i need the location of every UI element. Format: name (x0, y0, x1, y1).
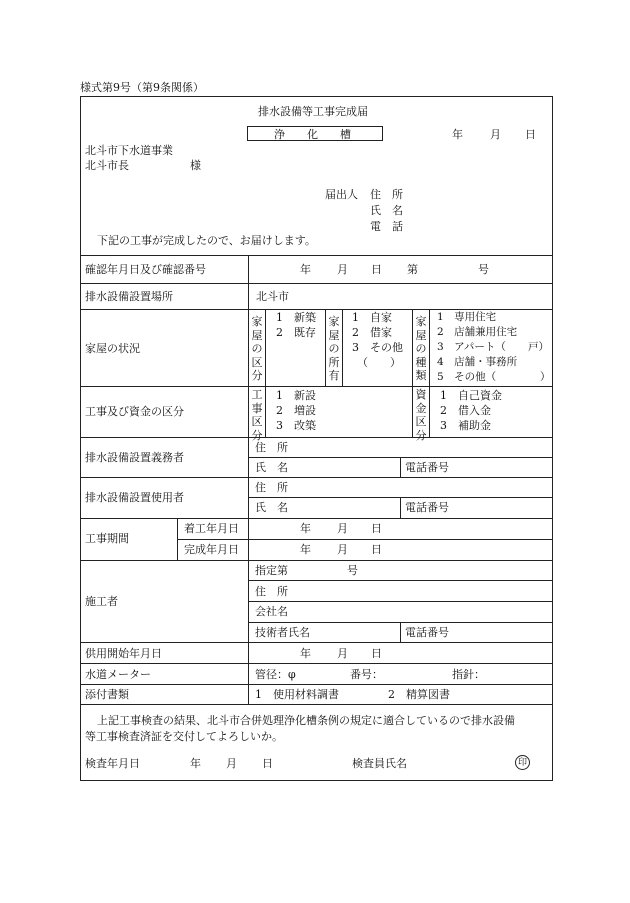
recipient-honorific: 様 (190, 159, 201, 172)
confirmation-day: 日 (371, 263, 382, 276)
cell-divider (265, 386, 266, 437)
house-shurui-option: 1 専用住宅 (437, 311, 497, 323)
period-start-year: 年 (300, 522, 311, 535)
contractor-address-label: 住 所 (255, 585, 288, 598)
user-label: 排水設備設置使用者 (85, 491, 184, 504)
construction-koji-label: 工事区分 (251, 388, 263, 442)
inspection-year: 年 (190, 757, 201, 770)
inspection-text-line2: 等工事検査済証を交付してよろしいか。 (85, 730, 283, 743)
period-end-label: 完成年月日 (184, 543, 239, 556)
construction-shikin-option: 3 補助金 (440, 419, 491, 432)
house-shurui-option: 5 その他（ (437, 371, 497, 383)
contractor-company-label: 会社名 (255, 605, 288, 618)
period-start-day: 日 (371, 522, 382, 535)
recipient-line1: 北斗市下水道事業 (85, 144, 173, 157)
contractor-phone-label: 電話番号 (405, 626, 449, 639)
column-divider (248, 255, 249, 704)
construction-koji-option: 3 改築 (276, 419, 316, 432)
row-line (248, 580, 553, 581)
house-shoyu-option: 1 自家 (352, 311, 392, 324)
row-line (80, 704, 553, 705)
cell-divider (400, 497, 401, 518)
row-line (80, 477, 553, 478)
applicant-label: 届出人 (325, 188, 358, 201)
obligor-phone-label: 電話番号 (405, 461, 449, 474)
row-line (80, 642, 553, 643)
meter-number-label: 番号： (350, 668, 383, 681)
column-divider (177, 518, 178, 560)
cell-divider (400, 457, 401, 477)
construction-koji-option: 1 新設 (276, 389, 316, 402)
house-shoyu-label: 家屋の所有 (328, 315, 340, 382)
date-month-label: 月 (490, 128, 501, 141)
cell-divider (429, 309, 430, 386)
service-start-month: 月 (337, 647, 348, 660)
house-shurui-option: 2 店舗兼用住宅 (437, 326, 518, 338)
confirmation-month: 月 (337, 263, 348, 276)
applicant-name: 氏 名 (370, 204, 403, 217)
row-line (80, 283, 553, 284)
house-shoyu-option: （ ） (357, 356, 401, 369)
house-shurui-label: 家屋の種類 (415, 315, 427, 382)
period-end-day: 日 (371, 543, 382, 556)
house-shurui-option: 戸） (528, 341, 549, 353)
row-line (80, 684, 553, 685)
confirmation-no-suffix: 号 (478, 263, 489, 276)
obligor-name-label: 氏 名 (255, 461, 288, 474)
user-address-label: 住 所 (255, 481, 288, 494)
house-kubun-label: 家屋の区分 (251, 315, 263, 382)
user-phone-label: 電話番号 (405, 501, 449, 514)
period-start-label: 着工年月日 (184, 522, 239, 535)
row-line (80, 309, 553, 310)
contractor-engineer-label: 技術者氏名 (255, 626, 310, 639)
cell-divider (400, 622, 401, 642)
form-number: 様式第9号（第9条関係） (80, 81, 204, 94)
confirmation-year: 年 (300, 263, 311, 276)
house-label: 家屋の状況 (85, 342, 140, 355)
construction-koji-option: 2 増設 (276, 404, 316, 417)
location-label: 排水設備設置場所 (85, 290, 173, 303)
contractor-designation-prefix: 指定第 (255, 564, 288, 577)
house-kubun-option: 2 既存 (276, 326, 316, 339)
date-year-label: 年 (452, 128, 463, 141)
confirmation-label: 確認年月日及び確認番号 (85, 263, 206, 276)
attachments-item2: 2 精算図書 (388, 688, 450, 701)
form-title: 排水設備等工事完成届 (258, 105, 368, 118)
contractor-label: 施工者 (85, 595, 118, 608)
inspection-month: 月 (226, 757, 237, 770)
construction-label: 工事及び資金の区分 (85, 405, 184, 418)
inspection-text-line1: 上記工事検査の結果、北斗市合併処理浄化槽条例の規定に適合しているので排水設備 (97, 714, 515, 727)
period-end-month: 月 (337, 543, 348, 556)
construction-shikin-label: 資金区分 (415, 388, 427, 442)
row-line (177, 539, 553, 540)
service-start-year: 年 (300, 647, 311, 660)
user-name-label: 氏 名 (255, 501, 288, 514)
house-shurui-option: 3 アパート（ (437, 341, 506, 353)
house-shurui-option: 4 店舗・事務所 (437, 356, 518, 368)
cell-divider (412, 386, 413, 437)
house-shoyu-option: 2 借家 (352, 326, 392, 339)
applicant-phone: 電 話 (370, 220, 403, 233)
construction-shikin-option: 1 自己資金 (440, 389, 502, 402)
attachments-label: 添付書類 (85, 688, 129, 701)
subtitle: 浄 化 槽 (274, 128, 351, 141)
cell-divider (265, 309, 266, 386)
meter-caliber-label: 管径：φ (255, 668, 296, 681)
cell-divider (342, 309, 343, 386)
recipient-line2: 北斗市長 (85, 159, 129, 172)
date-day-label: 日 (525, 128, 536, 141)
inspection-date-label: 検査年月日 (85, 757, 140, 770)
house-shoyu-option: 3 その他 (352, 341, 403, 354)
meter-reading-label: 指針： (452, 668, 485, 681)
inspection-day: 日 (262, 757, 273, 770)
intro-text: 下記の工事が完成したので、お届けします。 (97, 234, 316, 247)
row-line (80, 663, 553, 664)
row-line (248, 601, 553, 602)
confirmation-no-prefix: 第 (407, 263, 418, 276)
service-start-label: 供用開始年月日 (85, 647, 162, 660)
contractor-designation-suffix: 号 (347, 564, 358, 577)
row-line (80, 518, 553, 519)
row-line (80, 255, 553, 256)
row-line (80, 386, 553, 387)
period-label: 工事期間 (85, 532, 129, 545)
period-start-month: 月 (337, 522, 348, 535)
house-kubun-option: 1 新築 (276, 311, 316, 324)
row-line (80, 437, 553, 438)
service-start-day: 日 (371, 647, 382, 660)
seal-mark: 印 (515, 755, 530, 770)
applicant-address: 住 所 (370, 188, 403, 201)
cell-divider (325, 309, 326, 386)
inspector-name-label: 検査員氏名 (352, 757, 407, 770)
cell-divider (429, 386, 430, 437)
period-end-year: 年 (300, 543, 311, 556)
house-shurui-option: ） (540, 371, 551, 383)
meter-label: 水道メーター (85, 668, 151, 681)
construction-shikin-option: 2 借入金 (440, 404, 491, 417)
cell-divider (412, 309, 413, 386)
obligor-address-label: 住 所 (255, 441, 288, 454)
location-value: 北斗市 (256, 290, 289, 303)
row-line (80, 560, 553, 561)
obligor-label: 排水設備設置義務者 (85, 451, 184, 464)
attachments-item1: 1 使用材料調書 (255, 688, 339, 701)
